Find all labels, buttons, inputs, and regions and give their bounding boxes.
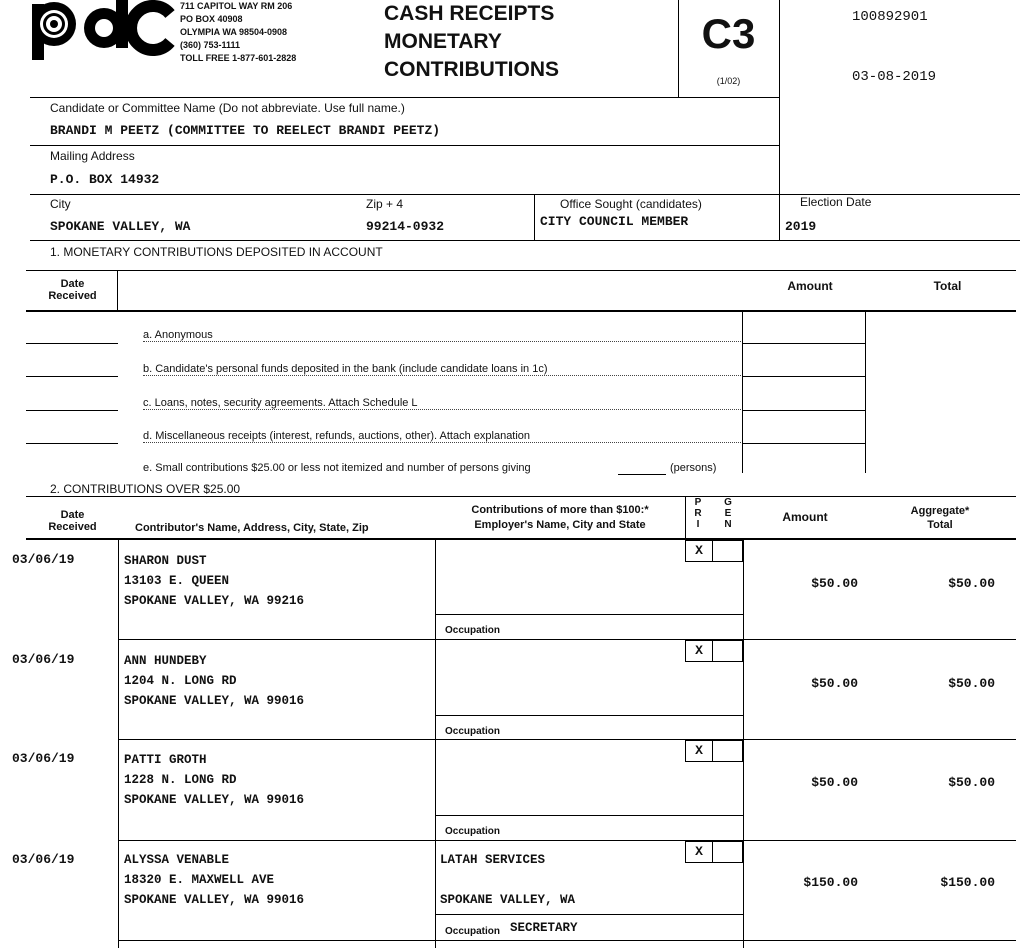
pri-mark: X xyxy=(695,643,703,658)
pri-header: P R I xyxy=(694,497,702,530)
pri-mark: X xyxy=(695,844,703,859)
pdc-logo-graphic xyxy=(30,0,175,62)
contributor-name: ALYSSA VENABLE xyxy=(124,853,230,867)
contributor-header: Contributor's Name, Address, City, State, Zip xyxy=(135,522,369,534)
address-line: TOLL FREE 1-877-601-2828 xyxy=(180,53,297,63)
aggregate-total: $50.00 xyxy=(948,576,995,591)
pri-mark: X xyxy=(695,543,703,558)
contributor-name: ANN HUNDEBY xyxy=(124,654,207,668)
contributor-name: PATTI GROTH xyxy=(124,753,207,767)
persons-label: (persons) xyxy=(670,462,717,474)
form-title xyxy=(384,0,559,84)
city-label: City xyxy=(50,197,71,211)
pdc-logo xyxy=(30,0,175,62)
committee-name-label: Candidate or Committee Name (Do not abbreviate. Use full name.) xyxy=(50,101,405,115)
section1-row-c: c. Loans, notes, security agreements. Attach Schedule L xyxy=(143,397,741,410)
aggregate-total: $150.00 xyxy=(940,875,995,890)
section1-row-e: e. Small contributions $25.00 or less not itemized and number of persons giving xyxy=(143,462,531,474)
title-line: CASH RECEIPTS xyxy=(384,2,555,25)
employer-header-1: Contributions of more than $100:* xyxy=(471,504,649,516)
office-value: CITY COUNCIL MEMBER xyxy=(540,214,689,229)
contributor-name: SHARON DUST xyxy=(124,554,207,568)
committee-name: BRANDI M PEETZ (COMMITTEE TO REELECT BRANDI PEETZ) xyxy=(50,123,441,138)
gen-checkbox xyxy=(712,841,743,863)
section1-row-d: d. Miscellaneous receipts (interest, refunds, auctions, other). Attach explanation xyxy=(143,430,741,443)
report-number: 100892901 xyxy=(852,9,928,25)
election-date: 2019 xyxy=(785,219,817,234)
row-date: 03/06/19 xyxy=(12,652,75,667)
contributor-address: 1228 N. LONG RD xyxy=(124,773,237,787)
pri-checkbox xyxy=(685,740,713,762)
contributor-city: SPOKANE VALLEY, WA 99216 xyxy=(124,594,305,608)
amount: $50.00 xyxy=(811,576,858,591)
address-line: 711 CAPITOL WAY RM 206 xyxy=(180,1,293,11)
row-date: 03/06/19 xyxy=(12,852,75,867)
mailing-address-label: Mailing Address xyxy=(50,149,135,163)
contributor-city: SPOKANE VALLEY, WA 99016 xyxy=(124,694,305,708)
section2-title: 2. CONTRIBUTIONS OVER $25.00 xyxy=(50,482,241,496)
zip-label: Zip + 4 xyxy=(366,197,404,211)
aggregate-total: $50.00 xyxy=(948,775,995,790)
occupation-label: Occupation xyxy=(445,826,501,837)
gen-header: G E N xyxy=(724,497,732,530)
section1-amount-header: Amount xyxy=(787,279,833,293)
contributor-city: SPOKANE VALLEY, WA 99016 xyxy=(124,793,305,807)
report-date: 03-08-2019 xyxy=(852,69,937,85)
election-date-label: Election Date xyxy=(800,195,872,209)
address-line: PO BOX 40908 xyxy=(180,14,243,24)
gen-checkbox xyxy=(712,540,743,562)
pri-mark: X xyxy=(695,743,703,758)
pri-checkbox xyxy=(685,540,713,562)
section2-amount-header: Amount xyxy=(782,510,828,524)
gen-checkbox xyxy=(712,640,743,662)
section1-row-b: b. Candidate's personal funds deposited in the bank (include candidate loans in 1c) xyxy=(143,363,741,376)
employer-city: SPOKANE VALLEY, WA xyxy=(440,893,576,907)
occupation-label: Occupation xyxy=(445,726,501,737)
section1-title: 1. MONETARY CONTRIBUTIONS DEPOSITED IN ACCOUNT xyxy=(50,245,383,259)
amount: $50.00 xyxy=(811,775,858,790)
occupation-label: Occupation xyxy=(445,625,501,636)
section1-row-a: a. Anonymous xyxy=(143,329,741,342)
title-line: CONTRIBUTIONS xyxy=(384,58,559,81)
zip-value: 99214-0932 xyxy=(366,219,445,234)
row-date: 03/06/19 xyxy=(12,552,75,567)
address-line: (360) 753-1111 xyxy=(180,40,241,50)
occupation-label: Occupation xyxy=(445,926,501,937)
amount: $50.00 xyxy=(811,676,858,691)
section1-date-header: Date Received xyxy=(48,278,97,302)
agency-address xyxy=(180,0,296,65)
title-line: MONETARY xyxy=(384,30,502,53)
aggregate-header-1: Aggregate* xyxy=(910,505,970,517)
section2-date-header: Date Received xyxy=(48,509,97,533)
office-label: Office Sought (candidates) xyxy=(560,197,702,211)
mailing-address: P.O. BOX 14932 xyxy=(50,172,160,187)
pri-checkbox xyxy=(685,640,713,662)
aggregate-header-2: Total xyxy=(927,519,953,531)
amount: $150.00 xyxy=(803,875,858,890)
city-value: SPOKANE VALLEY, WA xyxy=(50,219,191,234)
section1-total-header: Total xyxy=(933,279,962,293)
employer-name: LATAH SERVICES xyxy=(440,853,546,867)
form-version: (1/02) xyxy=(716,76,741,86)
contributor-address: 1204 N. LONG RD xyxy=(124,674,237,688)
employer-header-2: Employer's Name, City and State xyxy=(474,519,646,531)
gen-checkbox xyxy=(712,740,743,762)
pri-checkbox xyxy=(685,841,713,863)
form-code: C3 xyxy=(701,10,756,57)
aggregate-total: $50.00 xyxy=(948,676,995,691)
address-line: OLYMPIA WA 98504-0908 xyxy=(180,27,288,37)
occupation-value: SECRETARY xyxy=(510,921,578,935)
contributor-address: 18320 E. MAXWELL AVE xyxy=(124,873,275,887)
row-date: 03/06/19 xyxy=(12,751,75,766)
contributor-address: 13103 E. QUEEN xyxy=(124,574,230,588)
contributor-city: SPOKANE VALLEY, WA 99016 xyxy=(124,893,305,907)
